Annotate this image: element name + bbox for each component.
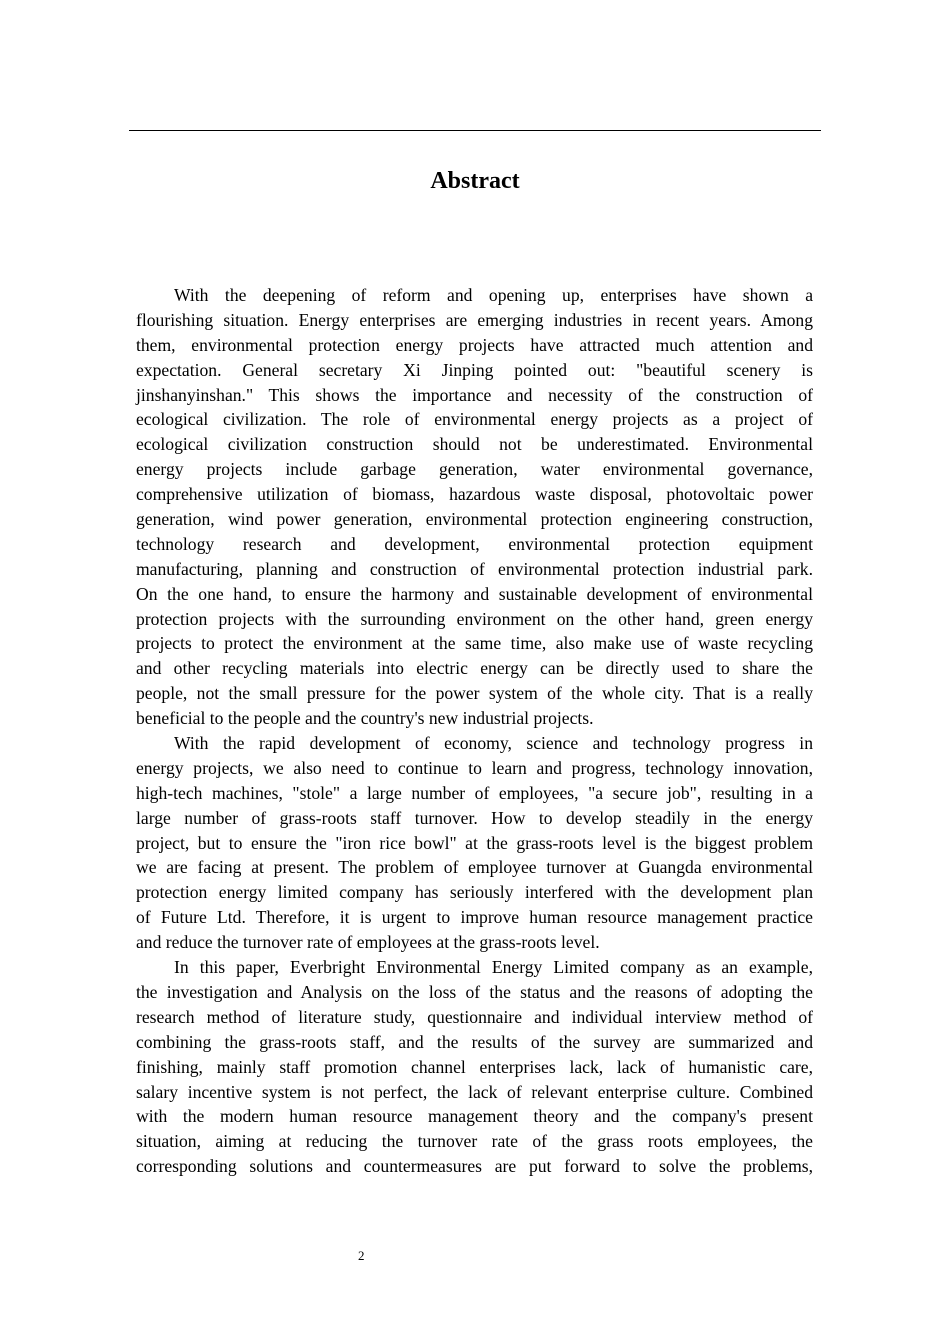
text-line: finishing, mainly staff promotion channel enterprises lack, lack of humanistic care, [136, 1056, 813, 1077]
text-line: ecological civilization construction should not be underestimated. Environmental [136, 434, 813, 455]
text-line: beneficial to the people and the country's new industrial projects. [136, 708, 594, 729]
text-line: protection energy limited company has seriously interfered with the development plan [136, 882, 813, 903]
text-line: generation, wind power generation, environmental protection engineering construction, [136, 509, 813, 530]
text-line: corresponding solutions and countermeasures are put forward to solve the problems, [136, 1156, 813, 1177]
text-line: manufacturing, planning and construction of environmental protection industrial park. [136, 558, 813, 579]
text-line: large number of grass-roots staff turnover. How to develop steadily in the energy [136, 807, 813, 828]
text-line: with the modern human resource management theory and the company's present [136, 1106, 813, 1127]
paragraph [136, 955, 813, 1179]
page-title: Abstract [430, 168, 520, 194]
text-line: research method of literature study, questionnaire and individual interview method of [136, 1006, 813, 1027]
text-line: them, environmental protection energy projects have attracted much attention and [136, 334, 813, 355]
text-line: expectation. General secretary Xi Jinping pointed out: "beautiful scenery is [136, 359, 813, 380]
text-line: combining the grass-roots staff, and the results of the survey are summarized and [136, 1031, 813, 1052]
text-line: jinshanyinshan." This shows the importance and necessity of the construction of [136, 384, 813, 405]
header-rule [129, 130, 821, 131]
text-line: of Future Ltd. Therefore, it is urgent to improve human resource management practice [136, 907, 813, 928]
text-line: and reduce the turnover rate of employees at the grass-roots level. [136, 932, 600, 953]
text-line: protection projects with the surrounding environment on the other hand, green energy [136, 608, 813, 629]
text-line: energy projects, we also need to continue to learn and progress, technology innovation, [136, 757, 813, 778]
text-line: situation, aiming at reducing the turnover rate of the grass roots employees, the [136, 1131, 813, 1152]
paragraph [136, 731, 813, 955]
text-line: On the one hand, to ensure the harmony and sustainable development of environmental [136, 583, 813, 604]
abstract-body [136, 283, 813, 1179]
text-line: people, not the small pressure for the power system of the whole city. That is a really [136, 683, 813, 704]
text-line: energy projects include garbage generation, water environmental governance, [136, 459, 813, 480]
text-line: projects to protect the environment at the same time, also make use of waste recycling [136, 633, 813, 654]
text-line: ecological civilization. The role of environmental energy projects as a project of [136, 409, 813, 430]
paragraph [136, 283, 813, 731]
text-line: With the rapid development of economy, science and technology progress in [174, 733, 813, 754]
text-line: and other recycling materials into electric energy can be directly used to share the [136, 658, 813, 679]
text-line: comprehensive utilization of biomass, hazardous waste disposal, photovoltaic power [136, 484, 813, 505]
text-line: project, but to ensure the "iron rice bowl" at the grass-roots level is the biggest problem [136, 832, 813, 853]
text-line: flourishing situation. Energy enterprises are emerging industries in recent years. Among [136, 309, 813, 330]
text-line: the investigation and Analysis on the loss of the status and the reasons of adopting the [136, 981, 813, 1002]
text-line: we are facing at present. The problem of employee turnover at Guangda environmental [136, 857, 813, 878]
text-line: salary incentive system is not perfect, the lack of relevant enterprise culture. Combined [136, 1081, 813, 1102]
text-line: high-tech machines, "stole" a large number of employees, "a secure job", resulting in a [136, 782, 813, 803]
page-number: 2 [358, 1248, 365, 1263]
text-line: technology research and development, environmental protection equipment [136, 533, 813, 554]
text-line: With the deepening of reform and opening up, enterprises have shown a [174, 285, 813, 305]
text-line: In this paper, Everbright Environmental Energy Limited company as an example, [174, 957, 813, 978]
